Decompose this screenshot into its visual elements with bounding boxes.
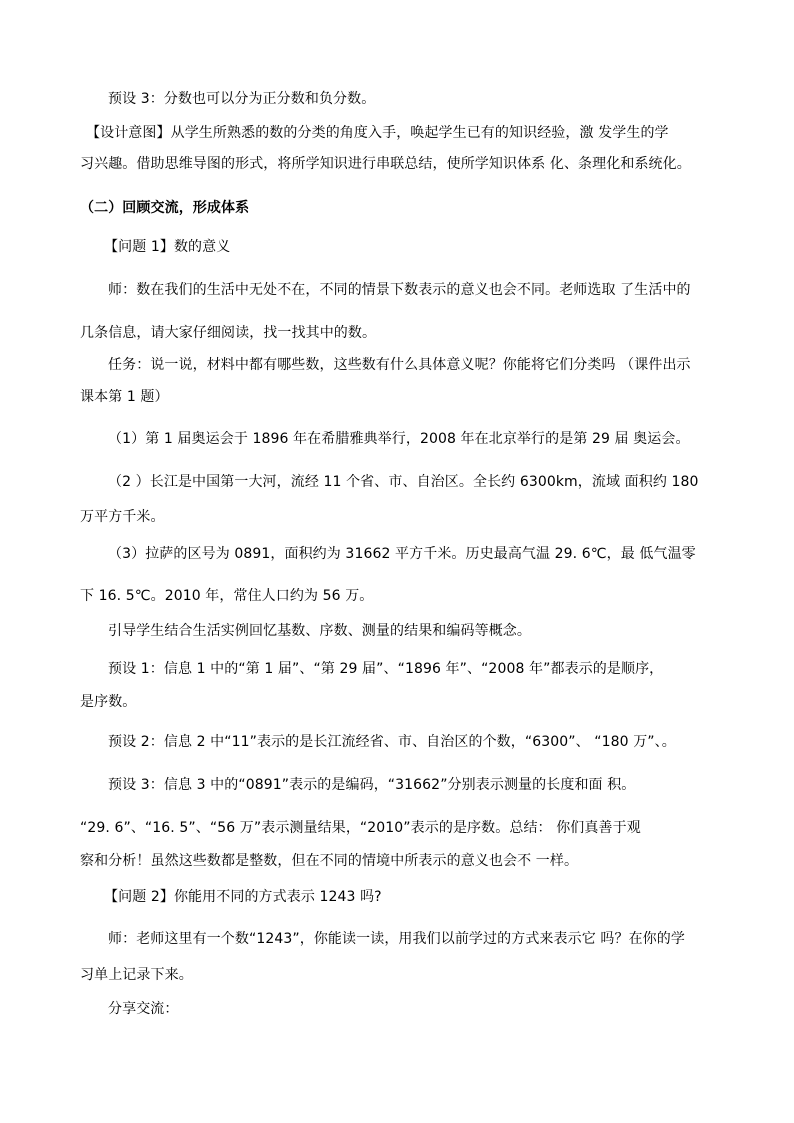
- text-line: 预设 3：信息 3 中的“0891”表示的是编码，“31662”分别表示测量的长度和面 积。: [108, 777, 636, 793]
- text-line: 引导学生结合生活实例回忆基数、序数、测量的结果和编码等概念。: [108, 623, 531, 639]
- text-line: 预设 2：信息 2 中“11”表示的是长江流经省、市、自治区的个数，“6300”、 “180 万”、。: [108, 734, 676, 750]
- text-line: 【设计意图】从学生所熟悉的数的分类的角度入手，唤起学生已有的知识经验，激 发学生的学: [86, 125, 669, 141]
- text-line: 万平方千米。: [80, 509, 165, 525]
- text-line: 几条信息，请大家仔细阅读，找一找其中的数。: [80, 325, 377, 341]
- text-line: 分享交流：: [108, 1001, 179, 1017]
- text-line: 察和分析！虽然这些数都是整数，但在不同的情境中所表示的意义也会不 一样。: [80, 853, 579, 869]
- text-line: 预设 1：信息 1 中的“第 1 届”、“第 29 届”、“1896 年”、“2008 年”都表示的是顺序，: [108, 661, 664, 677]
- text-line: （3）拉萨的区号为 0891，面积约为 31662 平方千米。历史最高气温 29. 6℃，最 低气温零: [108, 546, 696, 562]
- section-heading: （二）回顾交流，形成体系: [80, 200, 250, 216]
- text-line: （2 ）长江是中国第一大河，流经 11 个省、市、自治区。全长约 6300km，流域 面积约 180: [108, 474, 699, 490]
- text-line: 下 16. 5℃。2010 年，常住人口约为 56 万。: [80, 588, 374, 604]
- text-line: 课本第 1 题）: [80, 389, 169, 405]
- text-line: 预设 3：分数也可以分为正分数和负分数。: [108, 91, 376, 107]
- text-line: 【问题 2】你能用不同的方式表示 1243 吗?: [104, 889, 382, 905]
- text-line: 师：老师这里有一个数“1243”，你能读一读，用我们以前学过的方式来表示它 吗？在你的学: [108, 931, 685, 947]
- text-line: （1）第 1 届奥运会于 1896 年在希腊雅典举行，2008 年在北京举行的是第 29 届 奥运会。: [108, 431, 690, 447]
- text-line: 任务：说一说，材料中都有哪些数，这些数有什么具体意义呢？你能将它们分类吗 （课件出示: [108, 357, 691, 373]
- text-line: 是序数。: [80, 694, 137, 710]
- text-line: 【问题 1】数的意义: [104, 239, 231, 255]
- text-line: 习兴趣。借助思维导图的形式，将所学知识进行串联总结，使所学知识体系 化、条理化和系统化。: [80, 156, 691, 172]
- text-line: “29. 6”、“16. 5”、“56 万”表示测量结果，“2010”表示的是序数。总结： 你们真善于观: [80, 820, 641, 836]
- text-line: 习单上记录下来。: [80, 967, 193, 983]
- text-line: 师：数在我们的生活中无处不在，不同的情景下数表示的意义也会不同。老师选取 了生活中的: [108, 282, 691, 298]
